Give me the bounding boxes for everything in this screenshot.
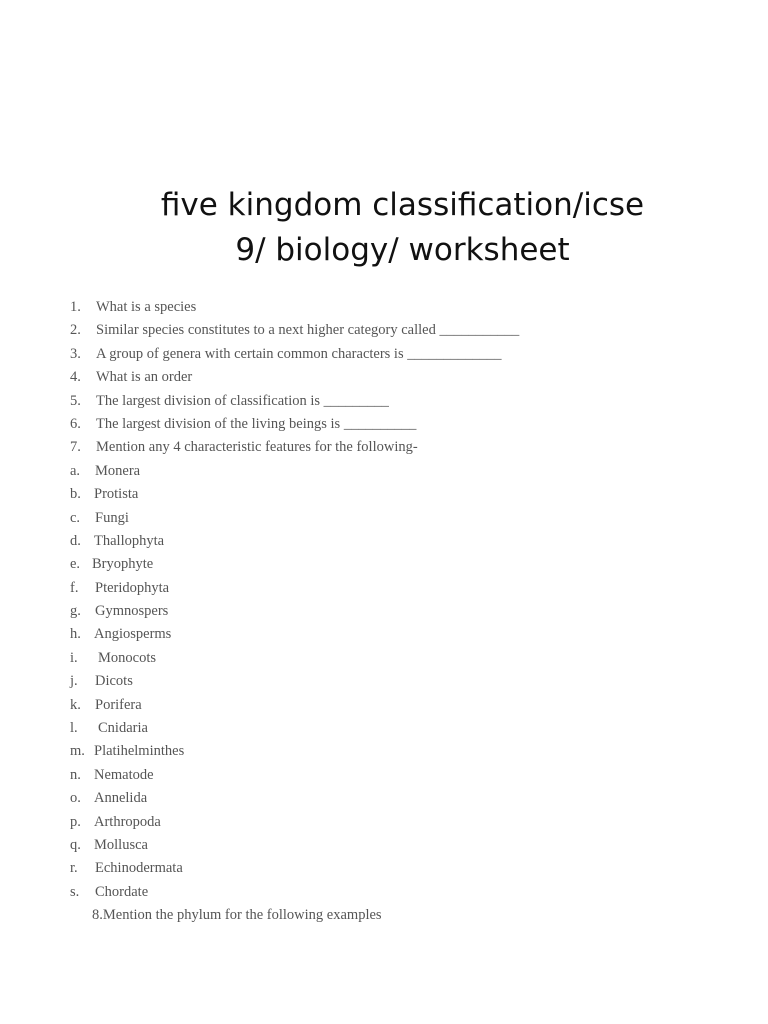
item-text: Chordate: [95, 883, 149, 900]
item-letter: e.: [70, 556, 81, 573]
item-text: Gymnospers: [95, 603, 169, 620]
list-item: [70, 366, 750, 389]
list-item: [70, 600, 750, 623]
item-letter: p.: [70, 813, 81, 830]
list-item: [70, 740, 750, 763]
item-text: Dicots: [95, 673, 133, 690]
item-number: 6.: [70, 415, 81, 432]
item-text: Platihelminthes: [94, 743, 185, 760]
list-item: [70, 296, 750, 319]
list-item: [70, 343, 750, 366]
item-letter: h.: [70, 626, 81, 643]
item-text: 8.Mention the phylum for the following examples: [92, 907, 382, 924]
item-letter: s.: [70, 883, 80, 900]
item-letter: r.: [70, 860, 78, 877]
item-text: Fungi: [95, 509, 129, 526]
item-text: The largest division of the living beings is __________: [96, 415, 417, 432]
item-number: 3.: [70, 345, 81, 362]
item-text: Protista: [94, 486, 139, 503]
item-letter: f.: [70, 579, 79, 596]
item-number: 4.: [70, 369, 81, 386]
list-item: [70, 717, 750, 740]
item-text: A group of genera with certain common characters is _____________: [96, 345, 502, 362]
list-item: [70, 623, 750, 646]
item-text: Echinodermata: [95, 860, 183, 877]
item-text: Arthropoda: [94, 813, 161, 830]
item-letter: j.: [70, 673, 78, 690]
list-item: [70, 319, 750, 342]
item-letter: n.: [70, 766, 81, 783]
item-text: Annelida: [94, 790, 148, 807]
item-text: What is a species: [96, 299, 197, 315]
item-number: 2.: [70, 322, 81, 339]
item-text: Monocots: [98, 649, 156, 666]
item-text: Cnidaria: [98, 720, 148, 737]
list-item: [70, 834, 750, 857]
item-letter: m.: [70, 743, 85, 760]
list-item: [70, 553, 750, 576]
item-number: 7.: [70, 439, 81, 456]
list-item: [70, 530, 750, 553]
list-item: [70, 670, 750, 693]
item-letter: a.: [70, 462, 81, 479]
list-item: [70, 460, 750, 483]
item-text: What is an order: [96, 369, 193, 386]
question-list: [70, 296, 750, 928]
list-item: [70, 436, 750, 459]
list-item: [70, 881, 750, 904]
item-text: Pteridophyta: [95, 579, 170, 596]
list-item: [70, 390, 750, 413]
page-title: [0, 183, 768, 273]
item-text: Similar species constitutes to a next higher category called ___________: [96, 322, 520, 339]
item-text: Porifera: [95, 696, 142, 713]
list-item: [70, 647, 750, 670]
list-item: [70, 811, 750, 834]
item-letter: g.: [70, 603, 81, 620]
list-item: [70, 483, 750, 506]
item-text: Mollusca: [94, 836, 148, 853]
item-number: 1.: [70, 299, 81, 315]
list-item: [70, 694, 750, 717]
item-number: 5.: [70, 392, 81, 409]
list-item: [70, 577, 750, 600]
list-item: [70, 764, 750, 787]
list-item: [70, 507, 750, 530]
list-item: [70, 857, 750, 880]
item-text: Monera: [95, 462, 141, 479]
item-letter: l.: [70, 720, 78, 737]
item-letter: o.: [70, 790, 81, 807]
item-text: Thallophyta: [94, 532, 165, 549]
final-question: [70, 904, 750, 927]
item-text: Angiosperms: [94, 626, 172, 643]
item-text: Mention any 4 characteristic features for the following-: [96, 439, 418, 456]
list-item: [70, 787, 750, 810]
item-text: The largest division of classification is _________: [96, 392, 389, 409]
item-letter: i.: [70, 649, 78, 666]
title-line-1: five kingdom classification/icse: [160, 187, 645, 223]
item-letter: q.: [70, 836, 81, 853]
item-letter: d.: [70, 532, 81, 549]
item-text: Bryophyte: [92, 556, 154, 573]
item-letter: b.: [70, 486, 81, 503]
item-letter: k.: [70, 696, 81, 713]
list-item: [70, 413, 750, 436]
item-letter: c.: [70, 509, 81, 526]
item-text: Nematode: [94, 766, 154, 783]
title-line-2: 9/ biology/ worksheet: [235, 232, 570, 268]
